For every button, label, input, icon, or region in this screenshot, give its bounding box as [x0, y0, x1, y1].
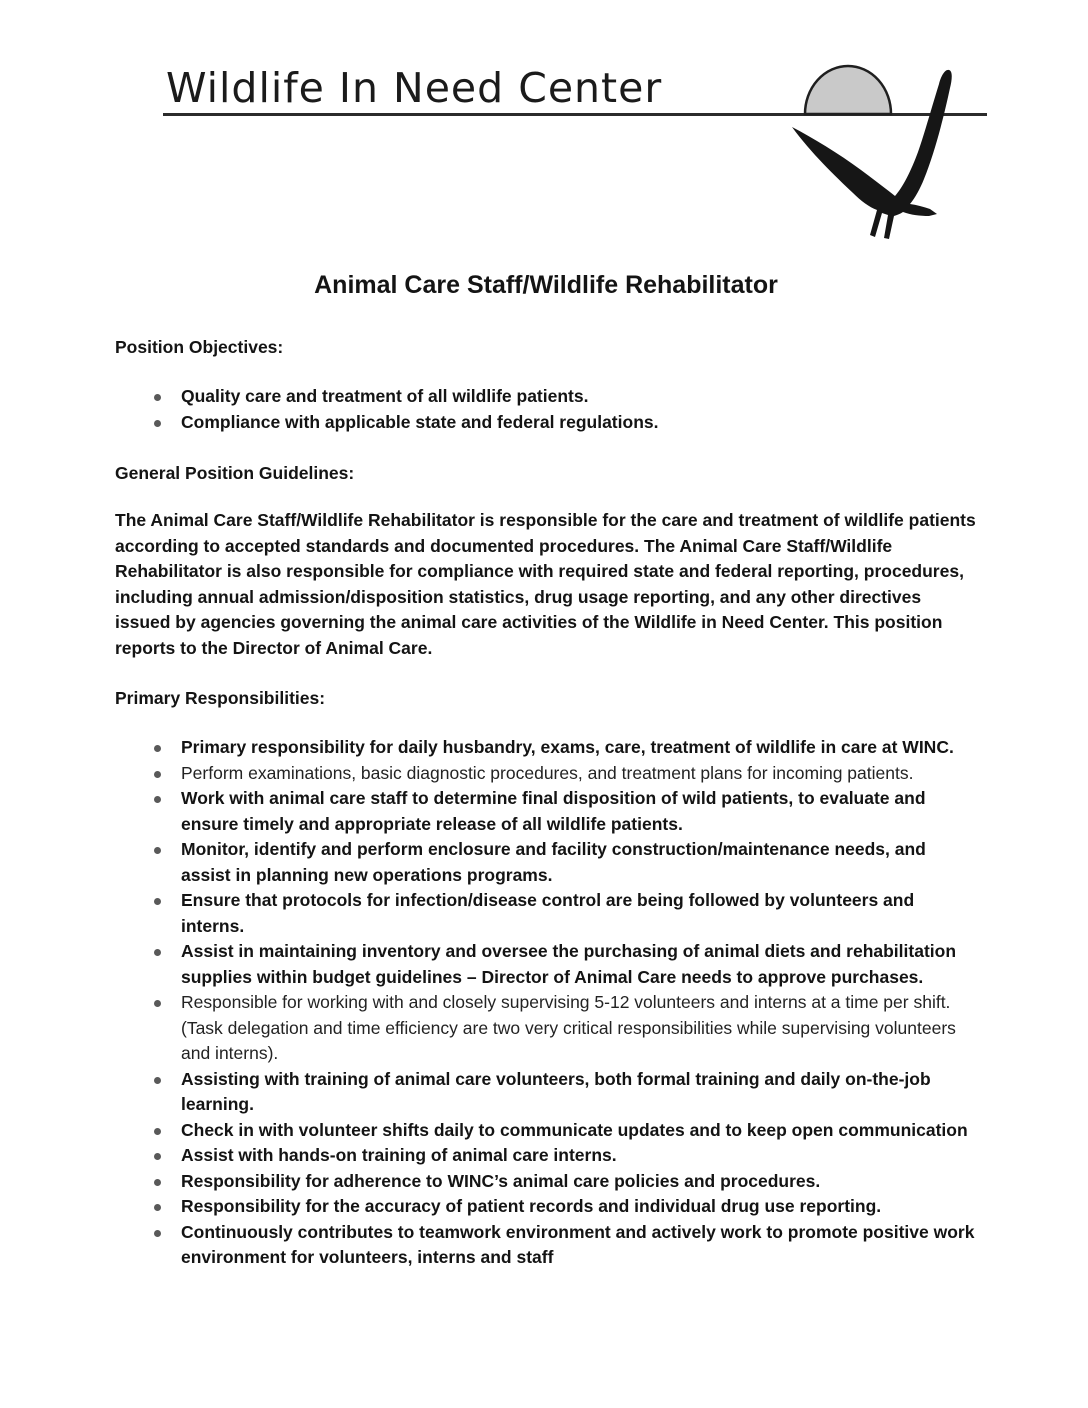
org-name: Wildlife In Need Center	[166, 64, 663, 112]
guidelines-paragraph: The Animal Care Staff/Wildlife Rehabilitator is responsible for the care and treatment of wildlife patients according to accepted standards and documented procedures. The Animal Care Staff/Wildlife Rehabilitator is also responsible for compliance with required state and federal reporting, procedures, including annual admission/disposition statistics, drug usage reporting, and any other directives issued by agencies governing the animal care activities of the Wildlife in Need Center. This position reports to the Director of Animal Care.	[115, 510, 976, 658]
document-content	[115, 270, 977, 1271]
list-item: Compliance with applicable state and federal regulations.	[153, 410, 977, 436]
position-objectives-list	[115, 384, 977, 435]
list-item: Responsible for working with and closely supervising 5-12 volunteers and interns at a time per shift. (Task delegation and time efficiency are two very critical responsibilities while supervising volunteers and interns).	[153, 990, 977, 1067]
list-item: Responsibility for adherence to WINC’s animal care policies and procedures.	[153, 1169, 977, 1195]
list-item: Assist with hands-on training of animal care interns.	[153, 1143, 977, 1169]
list-item: Perform examinations, basic diagnostic procedures, and treatment plans for incoming patients.	[153, 761, 977, 787]
list-item: Work with animal care staff to determine final disposition of wild patients, to evaluate and ensure timely and appropriate release of all wildlife patients.	[153, 786, 977, 837]
list-item: Ensure that protocols for infection/disease control are being followed by volunteers and interns.	[153, 888, 977, 939]
sun-icon	[805, 66, 891, 114]
list-item: Quality care and treatment of all wildlife patients.	[153, 384, 977, 410]
logo	[783, 58, 970, 248]
list-item: Check in with volunteer shifts daily to communicate updates and to keep open communication	[153, 1118, 977, 1144]
list-item: Assist in maintaining inventory and oversee the purchasing of animal diets and rehabilitation supplies within budget guidelines – Director of Animal Care needs to approve purchases.	[153, 939, 977, 990]
page-title: Animal Care Staff/Wildlife Rehabilitator	[314, 271, 778, 299]
heading-general-guidelines: General Position Guidelines:	[115, 463, 355, 483]
heading-position-objectives: Position Objectives:	[115, 337, 284, 357]
heading-primary-responsibilities: Primary Responsibilities:	[115, 688, 326, 708]
list-item: Responsibility for the accuracy of patient records and individual drug use reporting.	[153, 1194, 977, 1220]
list-item: Continuously contributes to teamwork environment and actively work to promote positive work environment for volunteers, interns and staff	[153, 1220, 977, 1271]
list-item: Assisting with training of animal care volunteers, both formal training and daily on-the-job learning.	[153, 1067, 977, 1118]
list-item: Monitor, identify and perform enclosure and facility construction/maintenance needs, and assist in planning new operations programs.	[153, 837, 977, 888]
primary-responsibilities-list	[115, 735, 977, 1271]
list-item: Primary responsibility for daily husbandry, exams, care, treatment of wildlife in care at WINC.	[153, 735, 977, 761]
